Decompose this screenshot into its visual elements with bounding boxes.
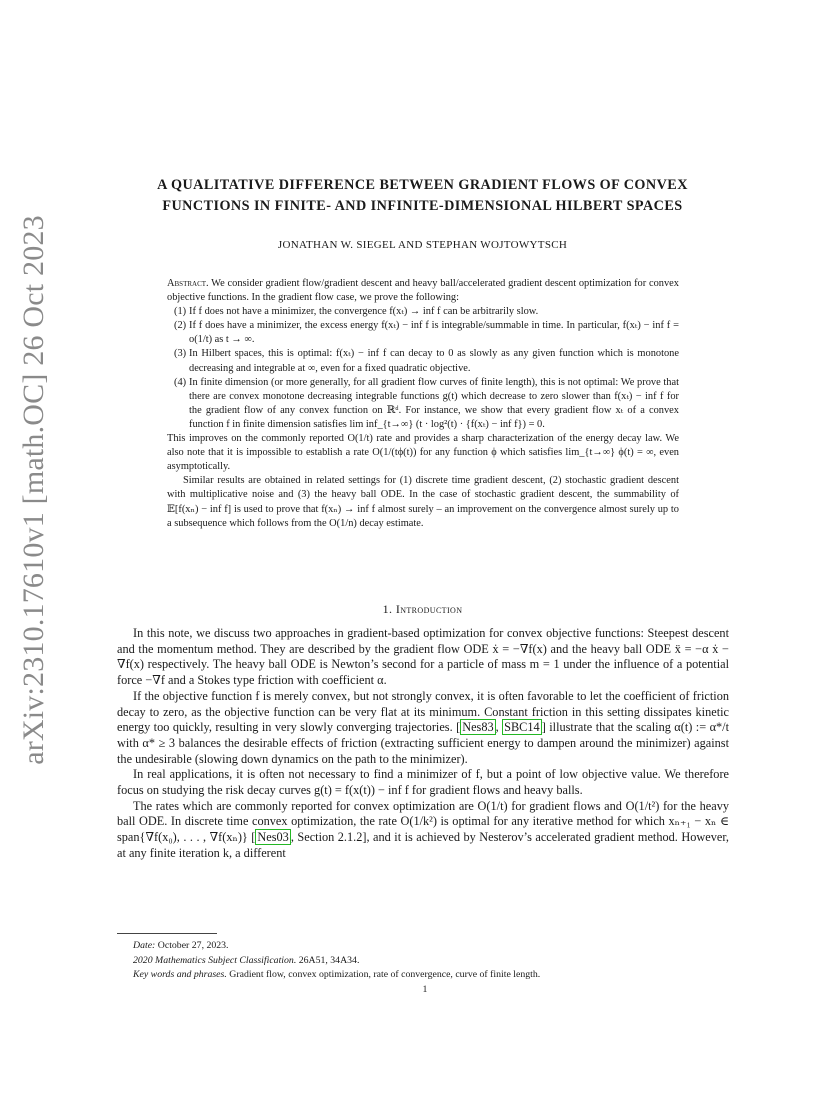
- abstract-intro: [167, 277, 679, 305]
- footnote-date: [133, 939, 733, 954]
- page-number: 1: [422, 984, 428, 995]
- footnote-msc: [133, 954, 733, 969]
- footnote-rule: [117, 933, 217, 934]
- abstract-item-text: If f does not have a minimizer, the convergence f(xₜ) → inf f can be arbitrarily slow.: [189, 306, 539, 318]
- footnote-label: Date:: [133, 940, 156, 951]
- footnotes: [133, 939, 733, 983]
- footnote-value: Gradient flow, convex optimization, rate of convergence, curve of finite length.: [229, 969, 541, 980]
- section-heading: [100, 602, 745, 617]
- arxiv-stamp: [14, 215, 54, 765]
- abstract-intro-text: We consider gradient flow/gradient descent and heavy ball/accelerated gradient descent optimization for convex objective functions. In the gradient flow case, we prove the following:: [167, 278, 679, 304]
- footnote-value: October 27, 2023.: [157, 940, 229, 951]
- paragraph-text: If the objective function f is merely convex, but not strongly convex, it is often favorable to let the coefficient of friction decay to zero, as the objective function can be very flat at its minimum. Constant friction in this setting dissipates kinetic energy too quickly, resulting in very slowly converging trajectories.: [117, 688, 729, 735]
- citation-link[interactable]: SBC14: [504, 720, 540, 735]
- footnote-keywords: [133, 968, 733, 983]
- abstract-item: [167, 319, 679, 347]
- abstract-item-text: In Hilbert spaces, this is optimal: f(xₜ) − inf f can decay to 0 as slowly as any given function which is monotone decreasing and integrable at ∞, even for a fixed quadratic objective.: [189, 348, 679, 374]
- citation-tail: , Section 2.1.2: [290, 830, 363, 845]
- abstract-item-text: If f does have a minimizer, the excess energy f(xₜ) − inf f is integrable/summable in time. In particular, f(xₜ) − inf f = o(1/t) as t → ∞.: [189, 320, 679, 346]
- intro-paragraph-3: In real applications, it is often not necessary to find a minimizer of f, but a point of low objective value. We therefore focus on studying the risk decay curves g(t) = f(x(t)) − inf f for gradient flows and heavy balls.: [117, 767, 729, 798]
- section-title-text: Introduction: [395, 602, 463, 616]
- abstract-item-number: (2): [174, 320, 187, 332]
- intro-paragraph-1: In this note, we discuss two approaches in gradient-based optimization for convex objective functions: Steepest descent and the momentum method. They are described by the gradient flow ODE ẋ = −∇f(x) and the heavy ball ODE ẍ = −α ẋ − ∇f(x) respectively. The heavy ball ODE is Newton’s second for a particle of mass m = 1 under the influence of a potential force −∇f and a Stokes type friction with coefficient α.: [117, 626, 729, 688]
- abstract-list: [167, 305, 679, 432]
- abstract-item-number: (3): [174, 348, 187, 360]
- paragraph-text: , and it is achieved by Nesterov’s accelerated gradient method. However, at any finite iteration k, a different: [117, 830, 730, 860]
- citation-link[interactable]: Nes83: [462, 720, 494, 735]
- abstract: [167, 277, 679, 531]
- title-line-1: A QUALITATIVE DIFFERENCE BETWEEN GRADIENT FLOWS OF CONVEX: [157, 177, 688, 193]
- citation-link[interactable]: Nes03: [257, 830, 289, 845]
- abstract-item-number: (1): [174, 306, 187, 318]
- abstract-item-text: In finite dimension (or more generally, for all gradient flow curves of finite length), this is not optimal: We prove that there are convex monotone decreasing integrable functions g(t) which decrease to zero slower than f(xₜ) − inf f for the gradient flow of any convex function on ℝᵈ. For instance, we show that every gradient flow xₜ of a convex function f in finite dimension satisfies lim inf_{t→∞} (t · log²(t) · {f(xₜ) − inf f}) = 0.: [189, 376, 679, 430]
- introduction-body: [117, 626, 729, 862]
- footnote-label: Key words and phrases.: [133, 969, 227, 980]
- intro-paragraph-4: The rates which are commonly reported for convex optimization are O(1/t) for gradient flows and O(1/t²) for the heavy ball ODE. In discrete time convex optimization, the rate O(1/k²) is optimal for any iterative method for which xₙ₊₁ − xₙ ∈ span{∇f(x₀), . . . , ∇f(xₙ)} [ Nes03 , Section 2.1.2], and it is achieved by Nesterov’s accelerated gradient method. However, at any finite iteration k, a different: [117, 798, 730, 860]
- footnote-value: 26A51, 34A34.: [298, 954, 360, 966]
- title-line-2: FUNCTIONS IN FINITE- AND INFINITE-DIMENSIONAL HILBERT SPACES: [162, 198, 683, 214]
- abstract-second-paragraph: Similar results are obtained in related settings for (1) discrete time gradient descent, (2) stochastic gradient descent with multiplicative noise and (3) the heavy ball ODE. In the case of stochastic gradient descent, the summability of 𝔼[f(xₙ) − inf f] is used to prove that f(xₙ) → inf f almost surely – an improvement on the convergence almost surely up to a subsequence which follows from the O(1/n) decay estimate.: [167, 475, 679, 529]
- footnote-label: 2020 Mathematics Subject Classification.: [133, 954, 297, 966]
- abstract-after-list: This improves on the commonly reported O(1/t) rate and provides a sharp characterization of the energy decay law. We also note that it is impossible to establish a rate O(1/(tϕ(t)) for any function ϕ which satisfies lim_{t→∞} ϕ(t) = ∞, even asymptotically.: [167, 433, 679, 473]
- authors: JONATHAN W. SIEGEL AND STEPHAN WOJTOWYTSCH: [277, 239, 568, 251]
- abstract-item: [167, 347, 679, 375]
- arxiv-stamp-text: arXiv:2310.17610v1 [math.OC] 26 Oct 2023: [17, 215, 51, 765]
- paragraph-text: The rates which are commonly reported for convex optimization are O(1/t) for gradient flows and O(1/t²) for the heavy ball ODE. In discrete time convex optimization, the rate O(1/k²) is optimal for any iterative method for which xₙ₊₁ − xₙ ∈ span{∇f(x₀), . . . , ∇f(xₙ)}: [117, 798, 729, 845]
- paragraph-text: illustrate that the scaling α(t) := α*/t with α* ≥ 3 balances the desirable effects of friction (extracting sufficient energy to dampen around the minimizer) against the undesirable (slowing down dynamics on the path to the minimizer).: [117, 720, 730, 766]
- abstract-item: [167, 305, 679, 319]
- abstract-item: [167, 376, 679, 432]
- abstract-lead: Abstract.: [167, 278, 209, 289]
- abstract-item-number: (4): [174, 376, 187, 388]
- intro-paragraph-2: If the objective function f is merely convex, but not strongly convex, it is often favorable to let the coefficient of friction decay to zero, as the objective function can be very flat at its minimum. Constant friction in this setting dissipates kinetic energy too quickly, resulting in very slowly converging trajectories. [ Nes83 , SBC14 ] illustrate that the scaling α(t) := α*/t with α* ≥ 3 balances the desirable effects of friction (extracting sufficient energy to dampen around the minimizer) against the undesirable (slowing down dynamics on the path to the minimizer).: [117, 688, 730, 766]
- paper-title: [100, 175, 745, 217]
- section-number: 1.: [382, 602, 393, 616]
